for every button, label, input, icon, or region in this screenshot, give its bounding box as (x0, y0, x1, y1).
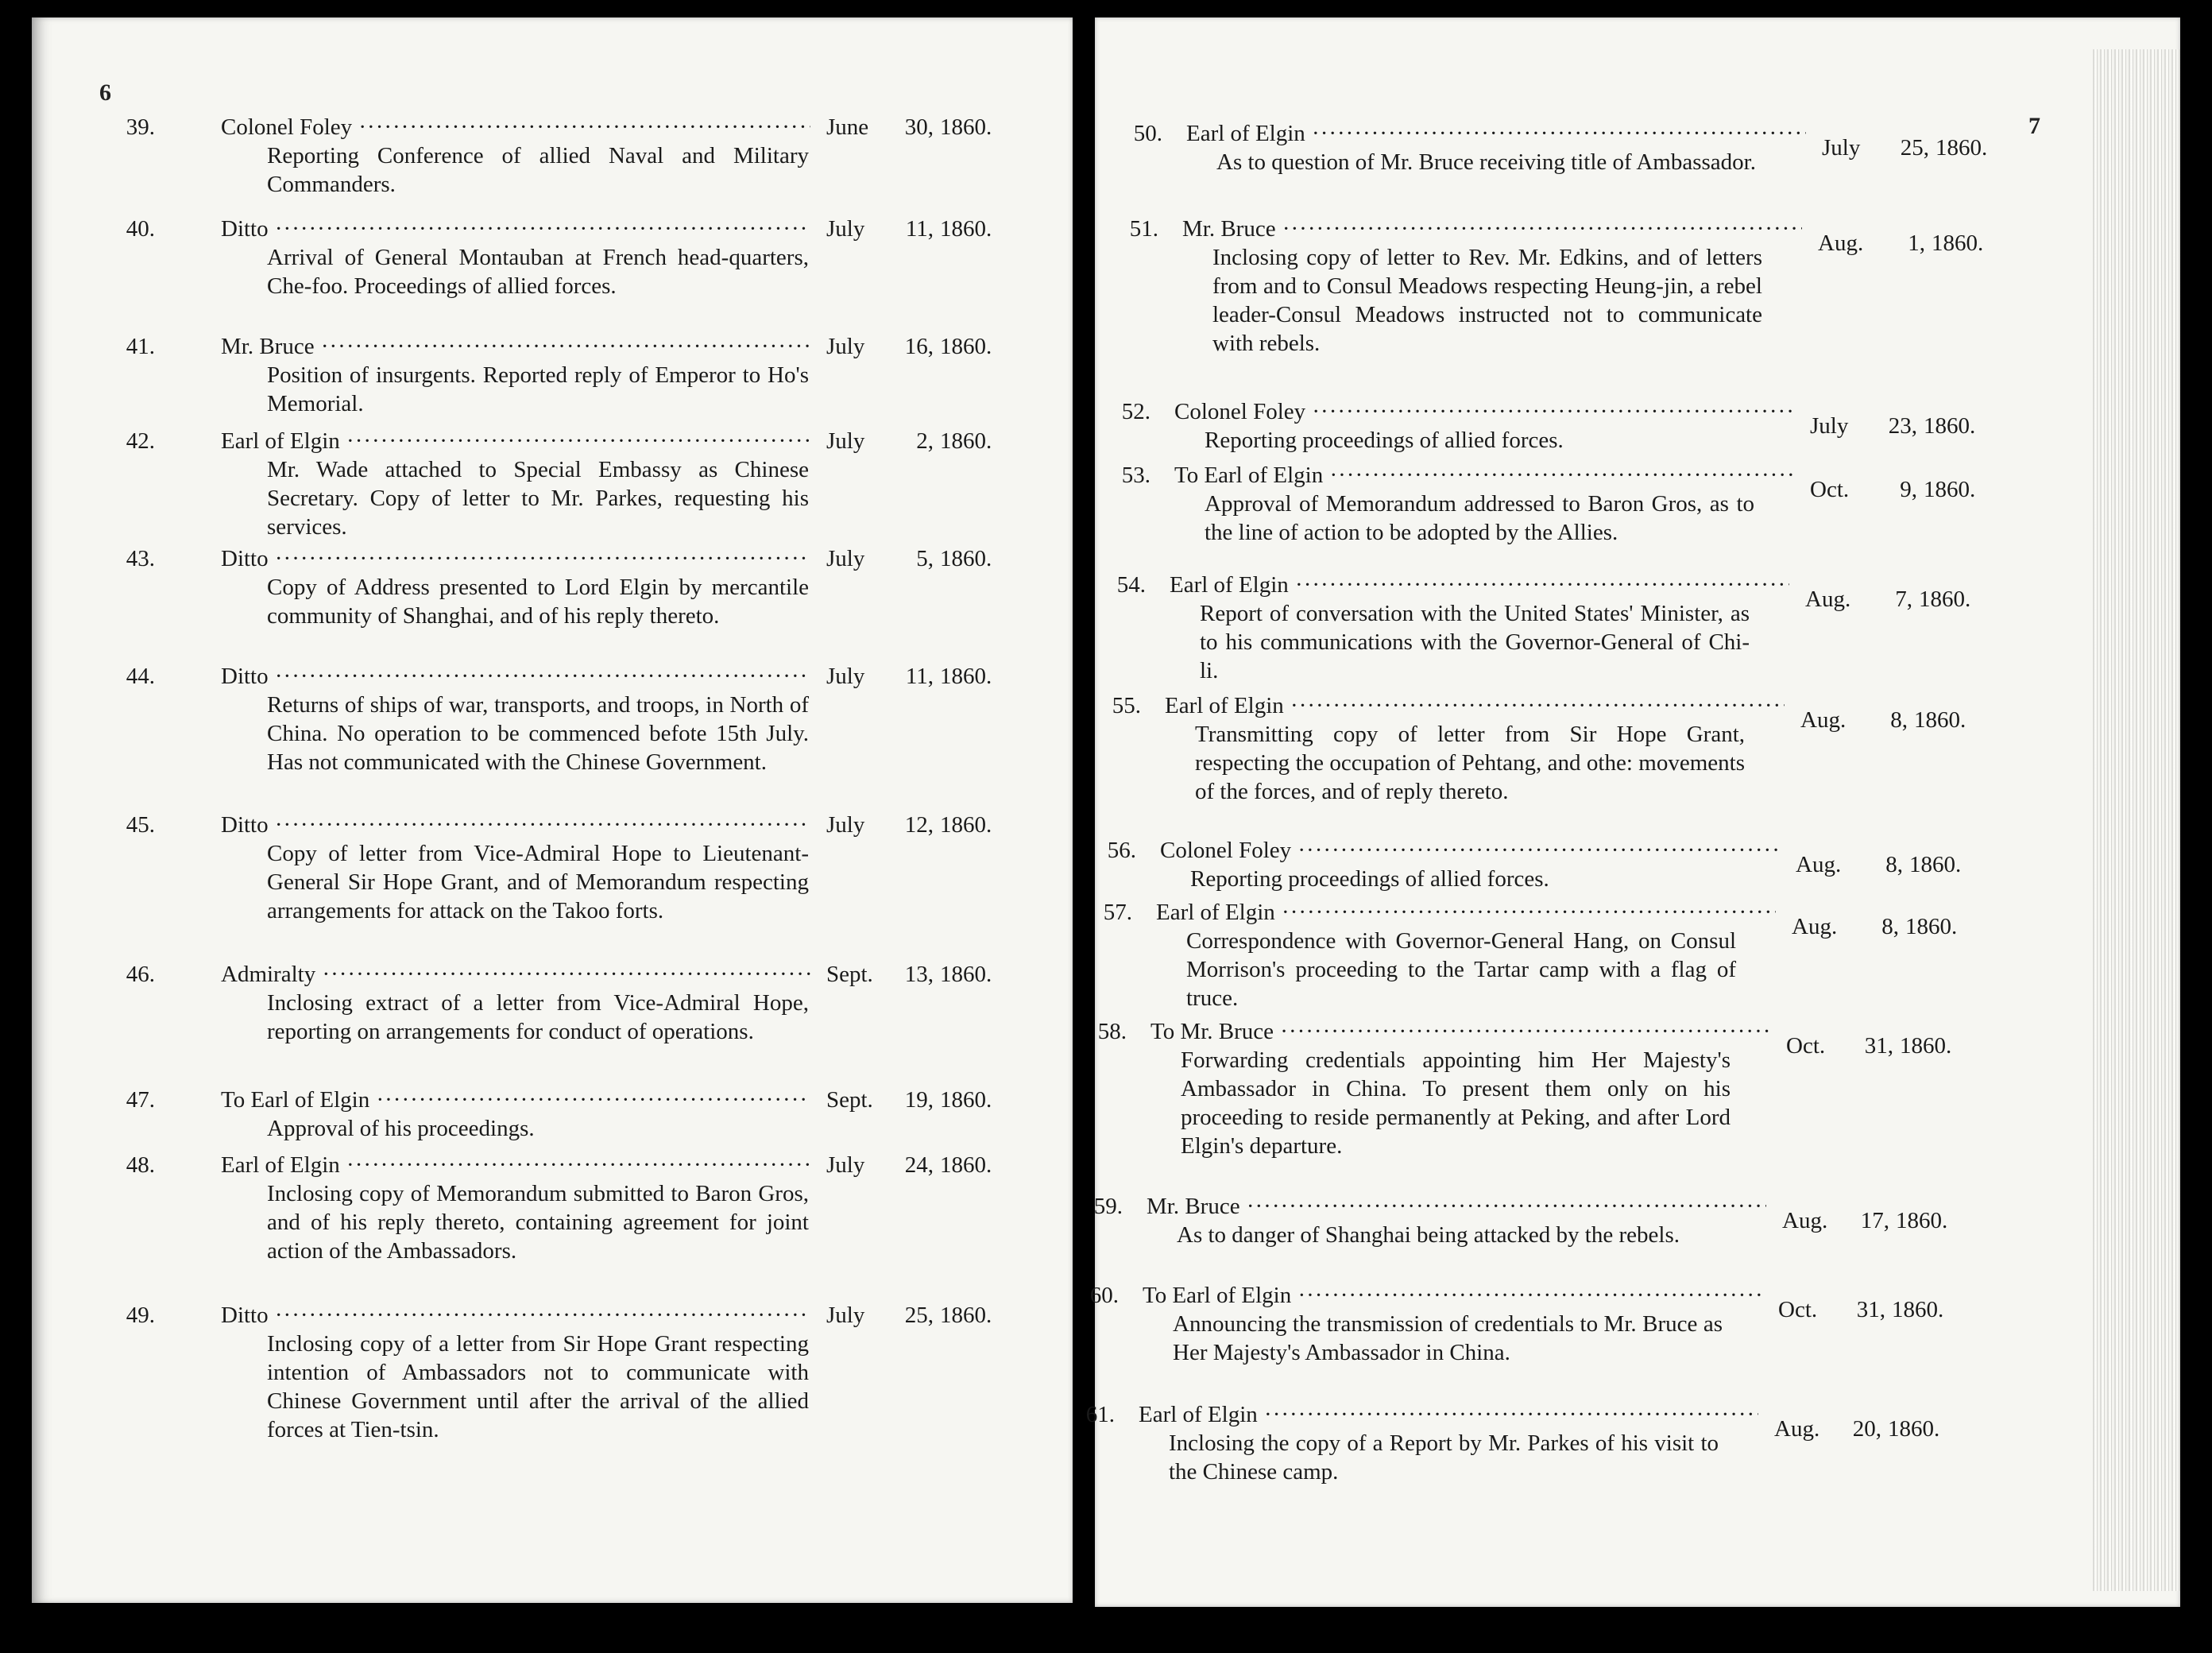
entry-date-year: 1860. (1909, 852, 1962, 877)
entry-correspondent: Colonel Foley ····· (1160, 836, 1780, 865)
entry-number: 58. (1097, 1019, 1127, 1044)
entry-correspondent: Earl of Elgin ····· (1139, 1400, 1758, 1429)
entry-description: Reporting proceedings of allied forces. (1205, 428, 1564, 453)
entry-number: 57. (1103, 900, 1132, 925)
entry-date-day: 17, (1860, 1208, 1889, 1233)
left-page (32, 17, 1073, 1603)
entry-date-year: 1860. (1936, 135, 1988, 161)
entry-number: 56. (1107, 838, 1136, 863)
entry-date-year: 1860. (940, 812, 992, 838)
entry-50 (1095, 119, 2180, 205)
entry-correspondent: Ditto ····· (221, 544, 810, 573)
entry-description: Announcing the transmission of credentials to Mr. Bruce as Her Majesty's Ambassador in China. (1173, 1311, 1723, 1365)
entry-description: Report of conversation with the United States' Minister, as to his communications with the Governor-General of Chi-li. (1200, 601, 1750, 683)
entry-52 (1095, 397, 2180, 455)
entry-43 (32, 544, 1073, 659)
entry-date-month: July (826, 664, 865, 689)
entry-description: Approval of Memorandum addressed to Baron Gros, as to the line of action to be adopted by the Allies. (1205, 491, 1754, 545)
entry-description: As to danger of Shanghai being attacked by the rebels. (1177, 1222, 1680, 1248)
entry-date-month: July (826, 428, 865, 454)
entry-date-month: July (826, 546, 865, 571)
entry-description: Copy of letter from Vice-Admiral Hope to Lieutenant-General Sir Hope Grant, and of Memorandum respecting arrangements for attack on the Takoo forts. (267, 841, 809, 923)
entry-date-day: 9, (1900, 477, 1917, 502)
entry-date-day: 31, (1864, 1033, 1893, 1059)
entry-correspondent: Ditto ····· (221, 1301, 810, 1330)
entry-46 (32, 960, 1073, 1074)
entry-number: 43. (126, 546, 155, 571)
entry-date-day: 25, (904, 1303, 934, 1328)
entry-44 (32, 662, 1073, 805)
entry-date-year: 1860. (940, 1152, 992, 1178)
entry-number: 42. (126, 428, 155, 454)
entry-date-day: 8, (1890, 707, 1908, 733)
entry-date-year: 1860. (1924, 477, 1976, 502)
entry-date-year: 1860. (1905, 914, 1958, 939)
entry-55 (1095, 691, 2180, 834)
entry-correspondent: Earl of Elgin ····· (1156, 898, 1776, 927)
entry-correspondent: Ditto ····· (221, 811, 810, 839)
entry-correspondent: Earl of Elgin ····· (1170, 571, 1789, 599)
page-number: 7 (2028, 113, 2040, 139)
entry-date-day: 11, (905, 664, 934, 689)
entry-date-month: July (1822, 135, 1861, 161)
entry-description: Reporting Conference of allied Naval and Military Commanders. (267, 143, 809, 197)
entry-date-day: 7, (1895, 586, 1912, 612)
entry-description: Approval of his proceedings. (267, 1116, 535, 1141)
entry-date-day: 31, (1856, 1297, 1885, 1322)
entry-date-year: 1860. (940, 428, 992, 454)
entry-date-month: July (826, 334, 865, 359)
entry-58 (1095, 1017, 2180, 1189)
entry-correspondent: Earl of Elgin ····· (1165, 691, 1785, 720)
entry-date-year: 1860. (940, 334, 992, 359)
entry-40 (32, 215, 1073, 329)
entry-48 (32, 1151, 1073, 1294)
entry-date-day: 12, (904, 812, 934, 838)
entry-date-month: Aug. (1800, 707, 1847, 733)
entry-date-month: June (826, 114, 869, 140)
entry-date-year: 1860. (940, 664, 992, 689)
entry-date-year: 1860. (1932, 230, 1984, 256)
entry-53 (1095, 461, 2180, 575)
entry-date-day: 13, (904, 962, 934, 987)
entry-41 (32, 332, 1073, 418)
entry-number: 47. (126, 1087, 155, 1113)
entry-number: 44. (126, 664, 155, 689)
entry-correspondent: To Earl of Elgin ····· (221, 1086, 810, 1114)
entry-number: 51. (1129, 216, 1158, 242)
entry-description: Inclosing copy of a letter from Sir Hope Grant respecting intention of Ambassadors not to communicate with Chinese Government until after the arrival of the allied forces at Tien-tsin. (267, 1331, 809, 1442)
entry-57 (1095, 898, 2180, 1012)
entry-date-day: 16, (904, 334, 934, 359)
entry-date-month: Aug. (1796, 852, 1842, 877)
entry-date-month: Aug. (1792, 914, 1838, 939)
entry-date-month: Oct. (1810, 477, 1850, 502)
entry-description: Forwarding credentials appointing him Her Majesty's Ambassador in China. To present them only on his proceeding to reside permanently at Peking, and after Lord Elgin's departure. (1181, 1047, 1731, 1159)
entry-description: Inclosing copy of Memorandum submitted to Baron Gros, and of his reply thereto, containing agreement for joint action of the Ambassadors. (267, 1181, 809, 1264)
entry-correspondent: Earl of Elgin ····· (221, 1151, 810, 1179)
entry-description: Returns of ships of war, transports, and troops, in North of China. No operation to be commenced befote 15th July. Has not communicated with the Chinese Government. (267, 692, 809, 775)
entry-date-year: 1860. (940, 1087, 992, 1113)
entry-54 (1095, 571, 2180, 685)
entry-correspondent: To Earl of Elgin ····· (1143, 1281, 1762, 1310)
entry-number: 45. (126, 812, 155, 838)
entry-59 (1095, 1192, 2180, 1278)
entry-date-month: Aug. (1818, 230, 1864, 256)
entry-date-year: 1860. (940, 546, 992, 571)
entry-date-year: 1860. (940, 962, 992, 987)
entry-date-day: 30, (904, 114, 934, 140)
entry-date-day: 19, (904, 1087, 934, 1113)
entry-date-month: Oct. (1778, 1297, 1818, 1322)
entry-51 (1095, 215, 2180, 386)
entry-45 (32, 811, 1073, 954)
entry-number: 41. (126, 334, 155, 359)
entry-56 (1095, 836, 2180, 893)
entry-description: Reporting proceedings of allied forces. (1190, 866, 1549, 892)
entry-date-day: 8, (1881, 914, 1899, 939)
entry-description: Copy of Address presented to Lord Elgin by mercantile community of Shanghai, and of his reply thereto. (267, 575, 809, 629)
entry-date-month: July (826, 1152, 865, 1178)
entry-date-year: 1860. (1892, 1297, 1944, 1322)
entry-date-day: 11, (905, 216, 934, 242)
entry-date-day: 2, (916, 428, 934, 454)
entry-date-day: 8, (1885, 852, 1903, 877)
entry-date-year: 1860. (1919, 586, 1971, 612)
entry-date-year: 1860. (1924, 413, 1976, 439)
entry-date-day: 23, (1888, 413, 1917, 439)
entry-correspondent: Mr. Bruce ····· (1147, 1192, 1766, 1221)
entry-number: 60. (1089, 1283, 1119, 1308)
entry-description: Correspondence with Governor-General Hang, on Consul Morrison's proceeding to the Tartar camp with a flag of truce. (1186, 928, 1736, 1011)
entry-number: 39. (126, 114, 155, 140)
entry-date-year: 1860. (1888, 1416, 1940, 1442)
entry-date-year: 1860. (1896, 1208, 1948, 1233)
entry-description: Arrival of General Montauban at French head-quarters, Che-foo. Proceedings of allied forces. (267, 245, 809, 299)
page-number: 6 (99, 79, 111, 106)
entry-date-month: Sept. (826, 962, 873, 987)
entry-correspondent: Ditto ····· (221, 662, 810, 691)
entry-date-day: 1, (1908, 230, 1925, 256)
entry-number: 61. (1085, 1402, 1115, 1427)
entry-description: Inclosing extract of a letter from Vice-Admiral Hope, reporting on arrangements for conduct of operations. (267, 990, 809, 1044)
entry-date-month: Sept. (826, 1087, 873, 1113)
entry-date-month: July (1810, 413, 1849, 439)
entry-description: Inclosing the copy of a Report by Mr. Parkes of his visit to the Chinese camp. (1169, 1430, 1719, 1485)
entry-description: Inclosing copy of letter to Rev. Mr. Edkins, and of letters from and to Consul Meadows respecting Heung-jin, a rebel leader-Consul Meadows instructed not to communicate with rebels. (1212, 245, 1762, 356)
entry-correspondent: Mr. Bruce ····· (221, 332, 810, 361)
entry-date-day: 24, (904, 1152, 934, 1178)
entry-correspondent: Colonel Foley ····· (221, 113, 810, 141)
entry-description: Position of insurgents. Reported reply of Emperor to Ho's Memorial. (267, 362, 809, 416)
entry-description: As to question of Mr. Bruce receiving title of Ambassador. (1216, 149, 1756, 175)
entry-correspondent: To Mr. Bruce ····· (1150, 1017, 1770, 1046)
entry-date-year: 1860. (1914, 707, 1966, 733)
entry-date-month: July (826, 812, 865, 838)
entry-date-day: 25, (1900, 135, 1929, 161)
entry-description: Mr. Wade attached to Special Embassy as Chinese Secretary. Copy of letter to Mr. Parkes, requesting his services. (267, 457, 809, 540)
entry-number: 40. (126, 216, 155, 242)
entry-correspondent: Colonel Foley ····· (1174, 397, 1794, 426)
entry-correspondent: To Earl of Elgin ····· (1174, 461, 1794, 490)
entry-description: Transmitting copy of letter from Sir Hope Grant, respecting the occupation of Pehtang, and othe: movements of the forces, and of reply thereto. (1195, 722, 1745, 804)
entry-date-year: 1860. (940, 114, 992, 140)
entry-date-month: Aug. (1782, 1208, 1828, 1233)
entry-number: 54. (1116, 572, 1146, 598)
entry-number: 52. (1121, 399, 1150, 424)
entry-number: 48. (126, 1152, 155, 1178)
entry-number: 49. (126, 1303, 155, 1328)
entry-number: 50. (1133, 121, 1162, 146)
entry-39 (32, 113, 1073, 199)
entry-date-month: Aug. (1774, 1416, 1820, 1442)
entry-correspondent: Admiralty ····· (221, 960, 810, 989)
entry-date-year: 1860. (940, 1303, 992, 1328)
entry-number: 55. (1112, 693, 1141, 718)
entry-number: 53. (1121, 463, 1150, 488)
entry-date-year: 1860. (940, 216, 992, 242)
entry-date-month: July (826, 1303, 865, 1328)
entry-47 (32, 1086, 1073, 1143)
entry-date-day: 5, (916, 546, 934, 571)
entry-60 (1089, 1281, 2180, 1396)
entry-date-year: 1860. (1900, 1033, 1952, 1059)
entry-49 (32, 1301, 1073, 1444)
entry-date-month: Aug. (1805, 586, 1851, 612)
entry-42 (32, 427, 1073, 541)
entry-date-day: 20, (1852, 1416, 1881, 1442)
entry-number: 46. (126, 962, 155, 987)
entry-correspondent: Earl of Elgin ····· (1186, 119, 1806, 148)
right-page (1085, 17, 2180, 1607)
entry-correspondent: Ditto ····· (221, 215, 810, 243)
entry-date-month: Oct. (1786, 1033, 1826, 1059)
entry-correspondent: Earl of Elgin ····· (221, 427, 810, 455)
entry-61 (1085, 1400, 2180, 1486)
entry-number: 59. (1093, 1194, 1123, 1219)
entry-correspondent: Mr. Bruce ····· (1182, 215, 1802, 243)
entry-date-month: July (826, 216, 865, 242)
